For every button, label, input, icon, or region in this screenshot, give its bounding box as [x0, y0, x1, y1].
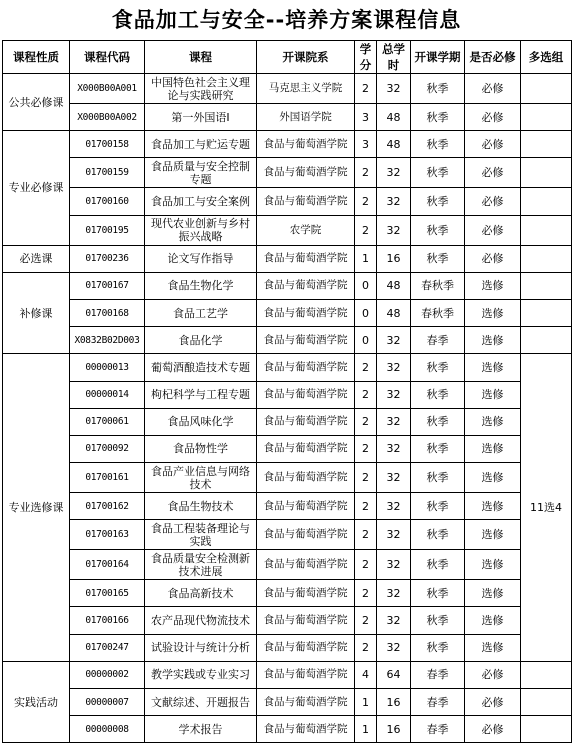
credit-cell: 2	[355, 520, 377, 550]
term-cell: 秋季	[411, 463, 465, 493]
hours-cell: 32	[377, 381, 411, 408]
credit-cell: 2	[355, 493, 377, 520]
course-code-cell: 01700158	[70, 131, 145, 158]
table-row	[3, 74, 572, 104]
credit-cell: 4	[355, 661, 377, 688]
table-row	[3, 188, 572, 215]
term-cell: 秋季	[411, 408, 465, 435]
hours-cell: 48	[377, 299, 411, 326]
hours-cell: 32	[377, 354, 411, 381]
table-row	[3, 634, 572, 661]
credit-cell: 1	[355, 689, 377, 716]
course-code-cell: 00000002	[70, 661, 145, 688]
multi-select-cell	[521, 74, 572, 104]
multi-select-cell	[521, 716, 572, 743]
multi-select-cell	[521, 689, 572, 716]
table-row	[3, 661, 572, 688]
course-code-cell: 00000008	[70, 716, 145, 743]
term-cell: 秋季	[411, 520, 465, 550]
term-cell: 秋季	[411, 354, 465, 381]
multi-select-cell	[521, 661, 572, 688]
course-table	[2, 40, 572, 743]
required-cell: 必修	[465, 245, 521, 272]
course-name-cell: 食品工程装备理论与实践	[145, 520, 257, 550]
required-cell: 选修	[465, 634, 521, 661]
course-name-cell: 试验设计与统计分析	[145, 634, 257, 661]
table-row	[3, 580, 572, 607]
required-cell: 必修	[465, 716, 521, 743]
term-cell: 春秋季	[411, 272, 465, 299]
hours-cell: 48	[377, 104, 411, 131]
department-cell: 食品与葡萄酒学院	[257, 634, 355, 661]
multi-select-cell	[521, 245, 572, 272]
hours-cell: 32	[377, 463, 411, 493]
required-cell: 必修	[465, 104, 521, 131]
course-name-cell: 教学实践或专业实习	[145, 661, 257, 688]
credit-cell: 2	[355, 634, 377, 661]
required-cell: 选修	[465, 463, 521, 493]
category-cell: 专业必修课	[3, 131, 70, 245]
course-name-cell: 食品高新技术	[145, 580, 257, 607]
course-name-cell: 食品风味化学	[145, 408, 257, 435]
course-code-cell: 01700161	[70, 463, 145, 493]
term-cell: 春秋季	[411, 299, 465, 326]
required-cell: 必修	[465, 661, 521, 688]
hours-cell: 32	[377, 550, 411, 580]
required-cell: 必修	[465, 131, 521, 158]
department-cell: 食品与葡萄酒学院	[257, 272, 355, 299]
table-row	[3, 327, 572, 354]
credit-cell: 1	[355, 716, 377, 743]
hours-cell: 32	[377, 188, 411, 215]
table-row	[3, 104, 572, 131]
multi-select-cell	[521, 299, 572, 326]
table-row	[3, 354, 572, 381]
term-cell: 秋季	[411, 550, 465, 580]
course-name-cell: 食品质量与安全控制专题	[145, 158, 257, 188]
credit-cell: 2	[355, 463, 377, 493]
term-cell: 春季	[411, 716, 465, 743]
course-name-cell: 葡萄酒酿造技术专题	[145, 354, 257, 381]
credit-cell: 2	[355, 580, 377, 607]
hours-cell: 32	[377, 215, 411, 245]
department-cell: 食品与葡萄酒学院	[257, 550, 355, 580]
term-cell: 秋季	[411, 104, 465, 131]
category-cell: 补修课	[3, 272, 70, 354]
course-name-cell: 枸杞科学与工程专题	[145, 381, 257, 408]
required-cell: 必修	[465, 215, 521, 245]
course-name-cell: 食品产业信息与网络技术	[145, 463, 257, 493]
header-code: 课程代码	[70, 41, 145, 74]
term-cell: 秋季	[411, 634, 465, 661]
table-row	[3, 550, 572, 580]
department-cell: 食品与葡萄酒学院	[257, 493, 355, 520]
department-cell: 食品与葡萄酒学院	[257, 607, 355, 634]
required-cell: 选修	[465, 299, 521, 326]
table-row	[3, 607, 572, 634]
course-code-cell: 01700164	[70, 550, 145, 580]
course-name-cell: 第一外国语I	[145, 104, 257, 131]
course-name-cell: 现代农业创新与乡村振兴战略	[145, 215, 257, 245]
credit-cell: 2	[355, 607, 377, 634]
table-row	[3, 299, 572, 326]
course-name-cell: 中国特色社会主义理论与实践研究	[145, 74, 257, 104]
course-code-cell: 01700162	[70, 493, 145, 520]
course-code-cell: 01700092	[70, 435, 145, 462]
course-code-cell: 01700061	[70, 408, 145, 435]
hours-cell: 48	[377, 131, 411, 158]
department-cell: 食品与葡萄酒学院	[257, 299, 355, 326]
course-name-cell: 食品化学	[145, 327, 257, 354]
term-cell: 秋季	[411, 607, 465, 634]
hours-cell: 64	[377, 661, 411, 688]
term-cell: 秋季	[411, 188, 465, 215]
credit-cell: 0	[355, 272, 377, 299]
term-cell: 春季	[411, 689, 465, 716]
required-cell: 选修	[465, 580, 521, 607]
required-cell: 必修	[465, 74, 521, 104]
multi-select-cell	[521, 215, 572, 245]
term-cell: 秋季	[411, 381, 465, 408]
required-cell: 选修	[465, 520, 521, 550]
required-cell: 必修	[465, 158, 521, 188]
header-category: 课程性质	[3, 41, 70, 74]
department-cell: 食品与葡萄酒学院	[257, 354, 355, 381]
department-cell: 食品与葡萄酒学院	[257, 689, 355, 716]
course-code-cell: 01700167	[70, 272, 145, 299]
department-cell: 食品与葡萄酒学院	[257, 327, 355, 354]
header-term: 开课学期	[411, 41, 465, 74]
term-cell: 秋季	[411, 435, 465, 462]
course-code-cell: X000B00A002	[70, 104, 145, 131]
course-name-cell: 食品质量安全检测新技术进展	[145, 550, 257, 580]
table-row	[3, 463, 572, 493]
hours-cell: 16	[377, 245, 411, 272]
term-cell: 秋季	[411, 493, 465, 520]
multi-select-cell	[521, 104, 572, 131]
term-cell: 秋季	[411, 131, 465, 158]
department-cell: 食品与葡萄酒学院	[257, 408, 355, 435]
department-cell: 食品与葡萄酒学院	[257, 520, 355, 550]
required-cell: 必修	[465, 188, 521, 215]
multi-select-cell	[521, 188, 572, 215]
category-cell: 专业选修课	[3, 354, 70, 662]
course-code-cell: 01700168	[70, 299, 145, 326]
hours-cell: 32	[377, 580, 411, 607]
table-row	[3, 245, 572, 272]
department-cell: 外国语学院	[257, 104, 355, 131]
required-cell: 选修	[465, 381, 521, 408]
department-cell: 食品与葡萄酒学院	[257, 661, 355, 688]
hours-cell: 32	[377, 520, 411, 550]
course-code-cell: 00000013	[70, 354, 145, 381]
term-cell: 秋季	[411, 158, 465, 188]
department-cell: 食品与葡萄酒学院	[257, 131, 355, 158]
term-cell: 秋季	[411, 245, 465, 272]
department-cell: 马克思主义学院	[257, 74, 355, 104]
multi-select-cell	[521, 327, 572, 354]
department-cell: 食品与葡萄酒学院	[257, 188, 355, 215]
header-dept: 开课院系	[257, 41, 355, 74]
credit-cell: 0	[355, 299, 377, 326]
category-cell: 必选课	[3, 245, 70, 272]
credit-cell: 2	[355, 354, 377, 381]
table-row	[3, 716, 572, 743]
credit-cell: 2	[355, 408, 377, 435]
hours-cell: 48	[377, 272, 411, 299]
department-cell: 食品与葡萄酒学院	[257, 245, 355, 272]
credit-cell: 2	[355, 381, 377, 408]
table-row	[3, 131, 572, 158]
table-header	[3, 41, 572, 74]
term-cell: 秋季	[411, 74, 465, 104]
multi-select-cell	[521, 158, 572, 188]
hours-cell: 32	[377, 158, 411, 188]
course-code-cell: 01700236	[70, 245, 145, 272]
credit-cell: 0	[355, 327, 377, 354]
department-cell: 农学院	[257, 215, 355, 245]
header-hours: 总学时	[377, 41, 411, 74]
required-cell: 选修	[465, 272, 521, 299]
multi-select-cell	[521, 131, 572, 158]
category-cell: 公共必修课	[3, 74, 70, 131]
term-cell: 春季	[411, 327, 465, 354]
course-name-cell: 食品物性学	[145, 435, 257, 462]
course-code-cell: 00000014	[70, 381, 145, 408]
hours-cell: 32	[377, 493, 411, 520]
required-cell: 选修	[465, 408, 521, 435]
header-course: 课程	[145, 41, 257, 74]
department-cell: 食品与葡萄酒学院	[257, 158, 355, 188]
required-cell: 选修	[465, 550, 521, 580]
table-row	[3, 158, 572, 188]
required-cell: 选修	[465, 435, 521, 462]
course-code-cell: 01700160	[70, 188, 145, 215]
page-title: 食品加工与安全--培养方案课程信息	[111, 8, 462, 32]
table-row	[3, 408, 572, 435]
course-code-cell: X0832B02D003	[70, 327, 145, 354]
term-cell: 春季	[411, 661, 465, 688]
hours-cell: 32	[377, 327, 411, 354]
credit-cell: 2	[355, 158, 377, 188]
table-row	[3, 215, 572, 245]
table-row	[3, 435, 572, 462]
credit-cell: 2	[355, 188, 377, 215]
course-name-cell: 食品加工与贮运专题	[145, 131, 257, 158]
course-code-cell: X000B00A001	[70, 74, 145, 104]
required-cell: 选修	[465, 354, 521, 381]
hours-cell: 16	[377, 689, 411, 716]
course-name-cell: 文献综述、开题报告	[145, 689, 257, 716]
required-cell: 必修	[465, 689, 521, 716]
course-name-cell: 农产品现代物流技术	[145, 607, 257, 634]
course-code-cell: 01700195	[70, 215, 145, 245]
course-name-cell: 论文写作指导	[145, 245, 257, 272]
table-row	[3, 520, 572, 550]
credit-cell: 2	[355, 435, 377, 462]
course-code-cell: 01700165	[70, 580, 145, 607]
credit-cell: 2	[355, 550, 377, 580]
table-row	[3, 493, 572, 520]
required-cell: 选修	[465, 493, 521, 520]
table-row	[3, 689, 572, 716]
required-cell: 选修	[465, 607, 521, 634]
hours-cell: 16	[377, 716, 411, 743]
course-name-cell: 食品生物技术	[145, 493, 257, 520]
term-cell: 秋季	[411, 215, 465, 245]
course-code-cell: 01700159	[70, 158, 145, 188]
multi-select-cell: 11选4	[521, 354, 572, 662]
credit-cell: 2	[355, 215, 377, 245]
header-credit: 学分	[355, 41, 377, 74]
hours-cell: 32	[377, 408, 411, 435]
header-multi-select: 多选组	[521, 41, 572, 74]
course-name-cell: 学术报告	[145, 716, 257, 743]
hours-cell: 32	[377, 435, 411, 462]
required-cell: 选修	[465, 327, 521, 354]
course-code-cell: 01700166	[70, 607, 145, 634]
course-name-cell: 食品生物化学	[145, 272, 257, 299]
department-cell: 食品与葡萄酒学院	[257, 463, 355, 493]
department-cell: 食品与葡萄酒学院	[257, 381, 355, 408]
department-cell: 食品与葡萄酒学院	[257, 435, 355, 462]
table-row	[3, 272, 572, 299]
term-cell: 秋季	[411, 580, 465, 607]
hours-cell: 32	[377, 74, 411, 104]
credit-cell: 1	[355, 245, 377, 272]
course-name-cell: 食品工艺学	[145, 299, 257, 326]
hours-cell: 32	[377, 607, 411, 634]
department-cell: 食品与葡萄酒学院	[257, 580, 355, 607]
credit-cell: 2	[355, 74, 377, 104]
credit-cell: 3	[355, 104, 377, 131]
hours-cell: 32	[377, 634, 411, 661]
course-code-cell: 01700163	[70, 520, 145, 550]
credit-cell: 3	[355, 131, 377, 158]
category-cell: 实践活动	[3, 661, 70, 743]
multi-select-cell	[521, 272, 572, 299]
header-required: 是否必修	[465, 41, 521, 74]
table-row	[3, 381, 572, 408]
table-body	[3, 74, 572, 743]
course-code-cell: 01700247	[70, 634, 145, 661]
department-cell: 食品与葡萄酒学院	[257, 716, 355, 743]
course-code-cell: 00000007	[70, 689, 145, 716]
course-name-cell: 食品加工与安全案例	[145, 188, 257, 215]
